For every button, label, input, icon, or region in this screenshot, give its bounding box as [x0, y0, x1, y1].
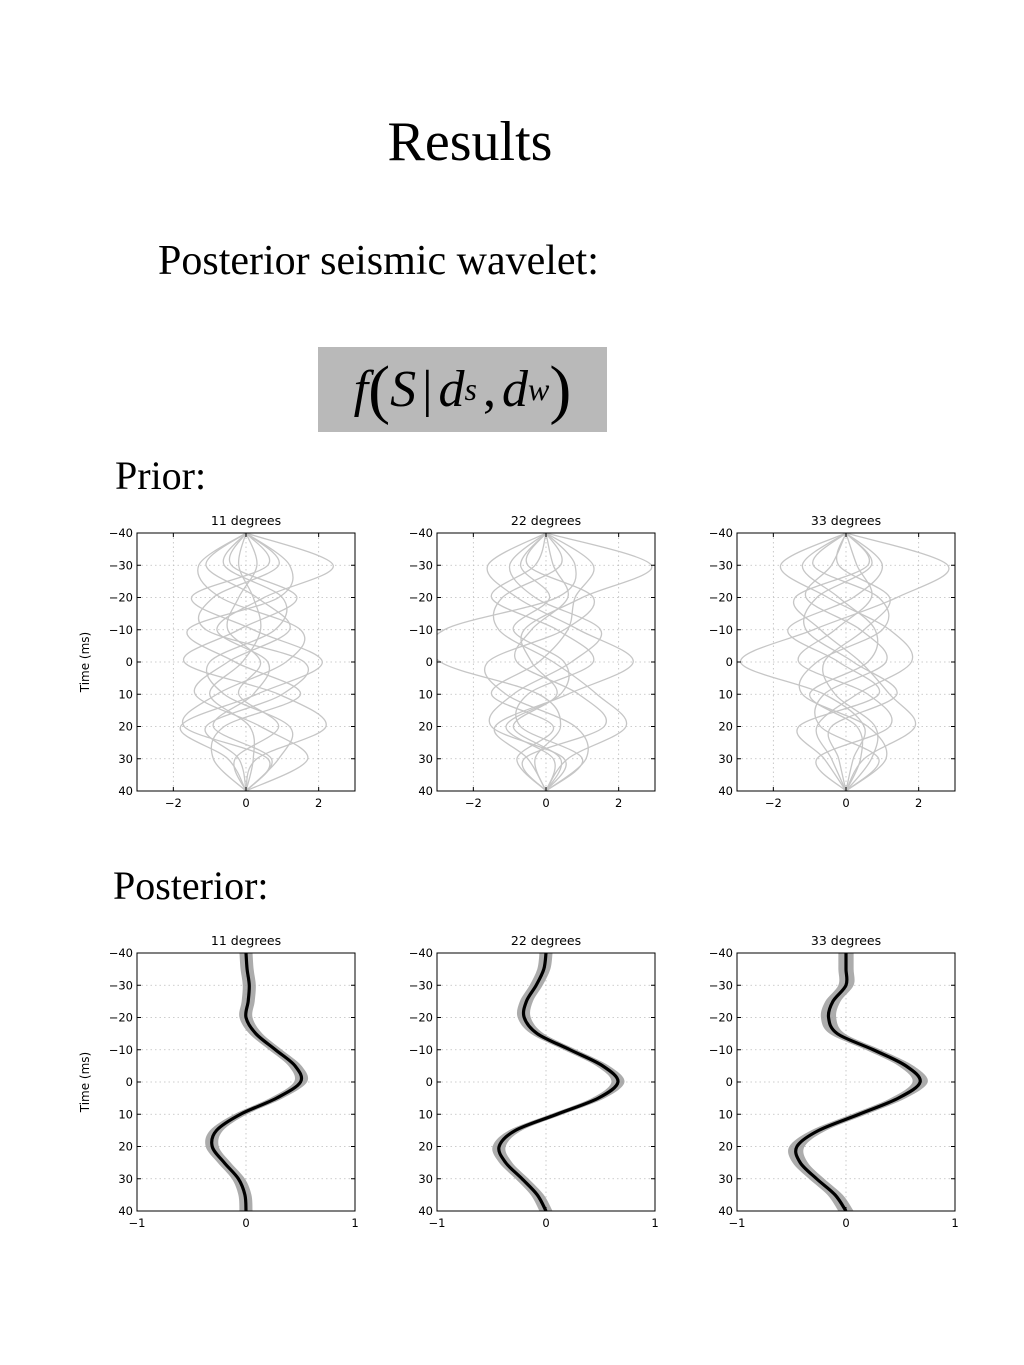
- x-tick-label: 1: [351, 1216, 359, 1230]
- y-tick-label: −10: [408, 1042, 433, 1057]
- page-subtitle: Posterior seismic wavelet:: [158, 238, 599, 284]
- posterior-mean-line: [212, 953, 302, 1211]
- y-tick-label: −10: [108, 622, 133, 637]
- x-tick-label: 0: [842, 796, 850, 810]
- y-tick-label: 20: [418, 719, 433, 734]
- prior-realization-line: [799, 533, 889, 791]
- prior-label: Prior:: [115, 453, 207, 498]
- y-tick-label: −20: [708, 1010, 733, 1025]
- prior-plot-22: [360, 505, 670, 825]
- prior-realization-line: [180, 533, 322, 791]
- y-tick-label: −20: [408, 1010, 433, 1025]
- y-tick-label: 0: [125, 1075, 133, 1089]
- plot-title: 11 degrees: [210, 933, 282, 948]
- y-tick-label: −40: [708, 526, 733, 540]
- x-tick-label: −2: [464, 796, 482, 810]
- y-tick-label: 10: [118, 1107, 133, 1122]
- page-title: Results: [387, 111, 553, 173]
- y-tick-label: −10: [708, 622, 733, 637]
- formula-d-seismic: d: [438, 361, 465, 418]
- formula-open-paren: (: [368, 352, 391, 426]
- prior-plot-33: [660, 505, 970, 825]
- y-tick-label: −20: [108, 590, 133, 605]
- y-axis-label: Time (ms): [78, 1051, 92, 1113]
- y-tick-label: 40: [418, 784, 433, 798]
- y-tick-label: 30: [118, 1171, 133, 1186]
- y-tick-label: 30: [418, 751, 433, 766]
- y-tick-label: −40: [108, 526, 133, 540]
- y-tick-label: 40: [118, 784, 133, 798]
- y-tick-label: 20: [718, 719, 733, 734]
- y-tick-label: 20: [418, 1139, 433, 1154]
- prior-plot-11: [60, 505, 370, 825]
- x-tick-label: 0: [542, 1216, 550, 1230]
- x-tick-label: 2: [615, 796, 623, 810]
- formula-d-well: d: [501, 361, 528, 418]
- plot-title: 33 degrees: [810, 513, 882, 528]
- y-tick-label: 0: [725, 655, 733, 669]
- x-tick-label: 1: [651, 1216, 659, 1230]
- y-axis-label: Time (ms): [78, 631, 92, 693]
- x-tick-label: −2: [164, 796, 182, 810]
- y-tick-label: −20: [408, 590, 433, 605]
- formula-sub-s: s: [464, 371, 477, 407]
- x-tick-label: −2: [764, 796, 782, 810]
- formula-comma: ,: [482, 361, 496, 418]
- y-tick-label: −40: [108, 946, 133, 960]
- y-tick-label: −40: [408, 526, 433, 540]
- y-tick-label: −40: [708, 946, 733, 960]
- x-tick-label: −1: [428, 1216, 446, 1230]
- y-tick-label: 0: [725, 1075, 733, 1089]
- posterior-plot-22: [360, 925, 670, 1245]
- posterior-formula: [318, 347, 607, 432]
- y-tick-label: −30: [408, 978, 433, 993]
- formula-sub-w: w: [527, 371, 550, 407]
- y-tick-label: −30: [708, 978, 733, 993]
- y-tick-label: 10: [418, 687, 433, 702]
- posterior-realizations-band: [205, 953, 308, 1211]
- y-tick-label: 30: [418, 1171, 433, 1186]
- x-tick-label: 2: [315, 796, 323, 810]
- y-tick-label: 20: [118, 719, 133, 734]
- y-tick-label: 0: [425, 655, 433, 669]
- posterior-plot-33: [660, 925, 970, 1245]
- y-tick-label: −30: [108, 978, 133, 993]
- y-tick-label: 40: [718, 784, 733, 798]
- y-tick-label: 10: [718, 1107, 733, 1122]
- prior-realization-line: [493, 533, 626, 791]
- y-tick-label: 20: [118, 1139, 133, 1154]
- x-tick-label: 1: [951, 1216, 959, 1230]
- x-tick-label: 2: [915, 796, 923, 810]
- x-tick-label: 0: [242, 1216, 250, 1230]
- y-tick-label: 30: [118, 751, 133, 766]
- y-tick-label: −10: [708, 1042, 733, 1057]
- y-tick-label: 30: [718, 1171, 733, 1186]
- formula-separator: |: [422, 361, 433, 418]
- posterior-label: Posterior:: [113, 863, 269, 908]
- y-tick-label: −10: [408, 622, 433, 637]
- x-tick-label: 0: [542, 796, 550, 810]
- plot-title: 22 degrees: [510, 513, 582, 528]
- y-tick-label: −30: [108, 558, 133, 573]
- formula-var: S: [390, 361, 417, 418]
- y-tick-label: 10: [118, 687, 133, 702]
- formula-close-paren: ): [549, 352, 572, 426]
- plot-title: 11 degrees: [210, 513, 282, 528]
- formula-func: f: [353, 361, 369, 418]
- y-tick-label: 20: [718, 1139, 733, 1154]
- x-tick-label: 0: [842, 1216, 850, 1230]
- y-tick-label: 10: [418, 1107, 433, 1122]
- plot-title: 22 degrees: [510, 933, 582, 948]
- y-tick-label: −30: [408, 558, 433, 573]
- y-tick-label: 10: [718, 687, 733, 702]
- y-tick-label: −40: [408, 946, 433, 960]
- x-tick-label: −1: [128, 1216, 146, 1230]
- y-tick-label: 0: [425, 1075, 433, 1089]
- x-tick-label: −1: [728, 1216, 746, 1230]
- posterior-plot-11: [60, 925, 370, 1245]
- y-tick-label: −20: [108, 1010, 133, 1025]
- y-tick-label: −10: [108, 1042, 133, 1057]
- y-tick-label: −20: [708, 590, 733, 605]
- y-tick-label: −30: [708, 558, 733, 573]
- y-tick-label: 40: [718, 1204, 733, 1218]
- plot-title: 33 degrees: [810, 933, 882, 948]
- y-tick-label: 0: [125, 655, 133, 669]
- y-tick-label: 40: [418, 1204, 433, 1218]
- y-tick-label: 30: [718, 751, 733, 766]
- x-tick-label: 0: [242, 796, 250, 810]
- y-tick-label: 40: [118, 1204, 133, 1218]
